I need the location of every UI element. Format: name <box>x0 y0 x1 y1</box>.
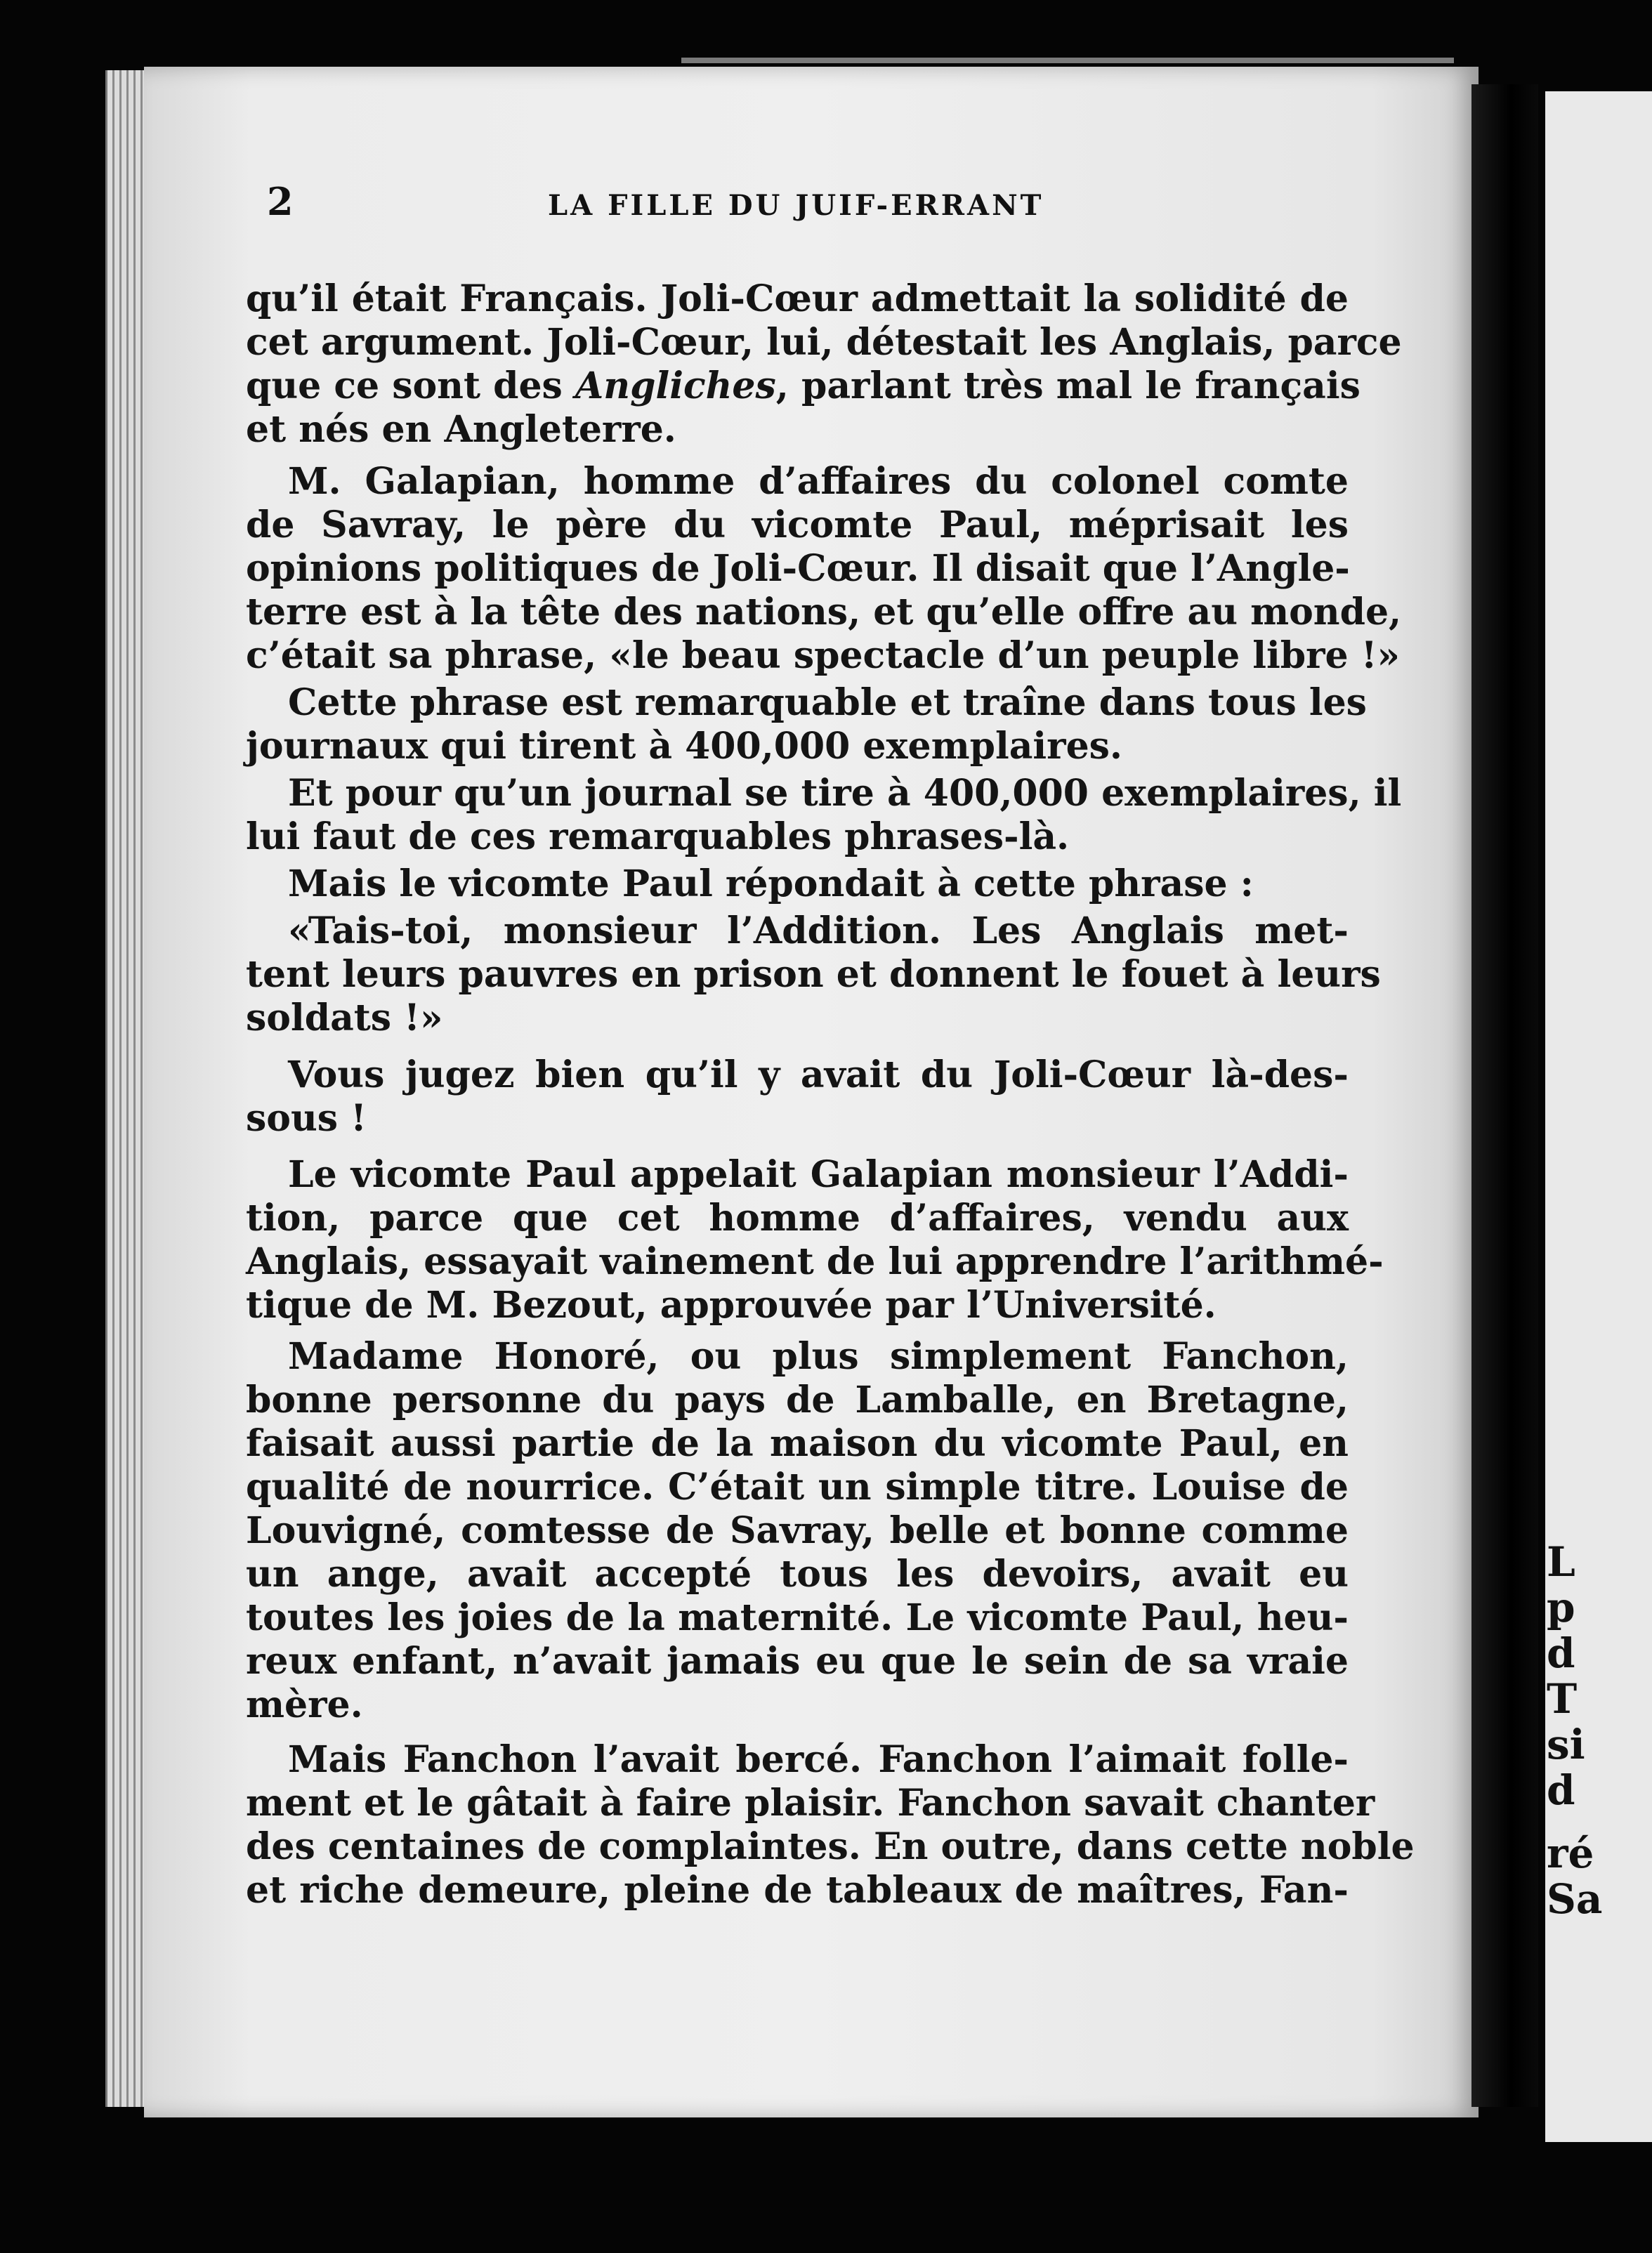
text-line: Anglais, essayait vainement de lui apprendre l’arithmé- <box>246 1240 1384 1283</box>
text-line: tion, parce que cet homme d’affaires, vendu aux <box>246 1197 1349 1240</box>
text-line: terre est à la tête des nations, et qu’elle offre au monde, <box>246 591 1402 633</box>
text-line: et nés en Angleterre. <box>246 408 676 451</box>
text-line: de Savray, le père du vicomte Paul, méprisait les <box>246 504 1349 546</box>
text-line: c’était sa phrase, «le beau spectacle d’un peuple libre !» <box>246 634 1401 677</box>
text-line: mère. <box>246 1683 363 1726</box>
next-page-sliver <box>1545 91 1652 2142</box>
text-line: tent leurs pauvres en prison et donnent le fouet à leurs <box>246 953 1381 996</box>
text-line: «Tais-toi, monsieur l’Addition. Les Anglais met- <box>288 909 1349 952</box>
text-line: et riche demeure, pleine de tableaux de maîtres, Fan- <box>246 1869 1349 1912</box>
book-gutter <box>1471 84 1538 2107</box>
italic-word: Angliches <box>575 364 776 407</box>
text-line: faisait aussi partie de la maison du vicomte Paul, en <box>246 1422 1349 1465</box>
text-line: que ce sont des Angliches, parlant très mal le français <box>246 364 1361 407</box>
text-line: bonne personne du pays de Lamballe, en Bretagne, <box>246 1379 1349 1421</box>
next-page-fragment: L <box>1547 1538 1575 1586</box>
text-line: ment et le gâtait à faire plaisir. Fanchon savait chanter <box>246 1782 1375 1825</box>
text-line: lui faut de ces remarquables phrases-là. <box>246 815 1070 858</box>
next-page-fragment: d <box>1547 1766 1575 1814</box>
next-page-fragment: d <box>1547 1629 1575 1677</box>
text-line: qu’il était Français. Joli-Cœur admettait la solidité de <box>246 277 1349 320</box>
text-line: Louvigné, comtesse de Savray, belle et bonne comme <box>246 1509 1349 1552</box>
text-line: toutes les joies de la maternité. Le vicomte Paul, heu- <box>246 1596 1349 1639</box>
next-page-fragment: p <box>1547 1584 1575 1631</box>
text-line: Mais Fanchon l’avait bercé. Fanchon l’aimait folle- <box>288 1738 1349 1781</box>
page-top-edge <box>681 58 1454 63</box>
text-line: Cette phrase est remarquable et traîne dans tous les <box>288 681 1367 724</box>
page-number: 2 <box>267 179 294 224</box>
next-page-fragment: si <box>1547 1721 1585 1768</box>
next-page-fragment: ré <box>1547 1830 1594 1877</box>
running-head <box>267 179 1419 235</box>
text-line: soldats !» <box>246 997 443 1039</box>
next-page-fragment: T <box>1547 1675 1578 1723</box>
text-line: Le vicomte Paul appelait Galapian monsieur l’Addi- <box>288 1153 1349 1196</box>
next-page-text <box>1545 91 1652 2142</box>
text-line: Madame Honoré, ou plus simplement Fanchon, <box>288 1335 1349 1378</box>
text-line: Mais le vicomte Paul répondait à cette phrase : <box>288 862 1254 905</box>
text-line: opinions politiques de Joli-Cœur. Il disait que l’Angle- <box>246 547 1350 590</box>
text-line: Vous jugez bien qu’il y avait du Joli-Cœur là-des- <box>288 1053 1349 1096</box>
text-line: tique de M. Bezout, approuvée par l’Université. <box>246 1284 1217 1327</box>
text-line: Et pour qu’un journal se tire à 400,000 exemplaires, il <box>288 772 1402 815</box>
text-line: M. Galapian, homme d’affaires du colonel comte <box>288 460 1349 503</box>
running-title: LA FILLE DU JUIF-ERRANT <box>548 189 1044 222</box>
text-line: des centaines de complaintes. En outre, dans cette noble <box>246 1825 1415 1868</box>
next-page-fragment: Sa <box>1547 1875 1603 1923</box>
text-line: cet argument. Joli-Cœur, lui, détestait les Anglais, parce <box>246 321 1402 364</box>
text-line: qualité de nourrice. C’était un simple titre. Louise de <box>246 1466 1349 1509</box>
text-line: reux enfant, n’avait jamais eu que le sein de sa vraie <box>246 1640 1349 1683</box>
text-line: journaux qui tirent à 400,000 exemplaires. <box>246 725 1123 768</box>
text-line: un ange, avait accepté tous les devoirs, avait eu <box>246 1553 1349 1596</box>
text-line: sous ! <box>246 1097 367 1140</box>
